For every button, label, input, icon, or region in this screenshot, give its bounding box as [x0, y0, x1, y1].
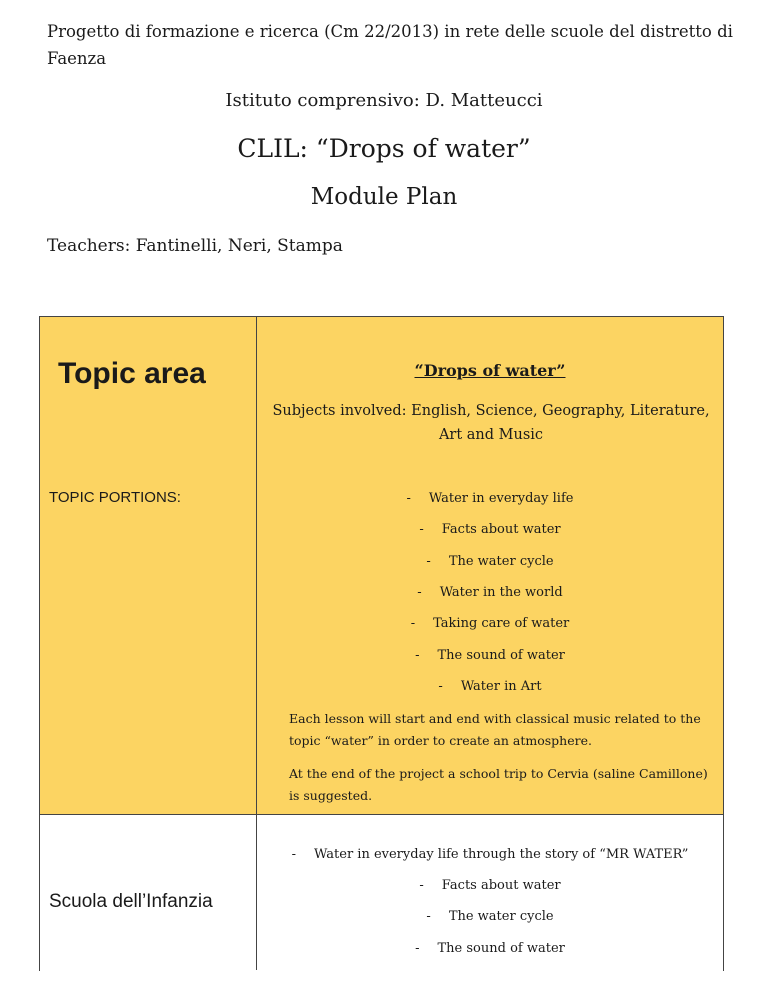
- bullet-dash: -: [419, 878, 424, 893]
- page-subtitle: Module Plan: [310, 184, 458, 210]
- topic-portions-label: TOPIC PORTIONS:: [49, 489, 181, 506]
- list-item: [257, 941, 723, 956]
- school-trip-note: At the end of the project a school trip to Cervia (saline Camillone) is suggested.: [289, 766, 708, 803]
- topic-area-heading: Topic area: [58, 357, 206, 390]
- bullet-dash: -: [426, 909, 431, 924]
- list-item-text: Water in the world: [439, 585, 563, 600]
- bullet-dash: -: [291, 847, 297, 862]
- list-item-text: Water in everyday life: [428, 491, 574, 506]
- list-item-text: Taking care of water: [433, 616, 570, 631]
- module-title: “Drops of water”: [414, 361, 566, 380]
- scuola-infanzia-heading: Scuola dell’Infanzia: [49, 891, 213, 912]
- list-item: [257, 522, 723, 537]
- list-item-text: The sound of water: [437, 941, 565, 956]
- school-name: Istituto comprensivo: D. Matteucci: [225, 90, 543, 111]
- list-item-text: Water in Art: [460, 679, 542, 694]
- topic-area-row: [40, 317, 723, 814]
- list-item: [257, 491, 723, 506]
- subjects-involved: Subjects involved: English, Science, Geography, Literature, Art and Music: [272, 403, 710, 443]
- list-item: [257, 847, 723, 862]
- column-divider: [256, 317, 257, 970]
- bullet-dash: -: [438, 679, 443, 694]
- list-item: [257, 878, 723, 893]
- list-item: [257, 585, 723, 600]
- list-item: [257, 616, 723, 631]
- list-item-text: Facts about water: [441, 878, 561, 893]
- list-item: [257, 554, 723, 569]
- list-item: [257, 909, 723, 924]
- page-title: CLIL: “Drops of water”: [237, 134, 531, 163]
- intro-text: Progetto di formazione e ricerca (Cm 22/2013) in rete delle scuole del distretto di Faenza: [47, 22, 733, 68]
- list-item: [257, 648, 723, 663]
- list-item-text: The water cycle: [448, 554, 554, 569]
- bullet-dash: -: [410, 616, 416, 631]
- list-item-text: The sound of water: [437, 648, 565, 663]
- teachers-line: Teachers: Fantinelli, Neri, Stampa: [47, 236, 343, 256]
- bullet-dash: -: [406, 491, 411, 506]
- list-item: [257, 679, 723, 694]
- bullet-dash: -: [417, 585, 422, 600]
- bullet-dash: -: [426, 554, 431, 569]
- scuola-infanzia-row: [40, 814, 723, 971]
- list-item-text: Water in everyday life through the story of “MR WATER”: [314, 847, 689, 862]
- module-plan-table: [39, 316, 724, 971]
- music-note: Each lesson will start and end with classical music related to the topic “water” in order to create an atmosphere.: [289, 711, 701, 748]
- list-item-text: The water cycle: [448, 909, 554, 924]
- bullet-dash: -: [415, 648, 420, 663]
- list-item-text: Facts about water: [441, 522, 561, 537]
- bullet-dash: -: [415, 941, 420, 956]
- bullet-dash: -: [419, 522, 424, 537]
